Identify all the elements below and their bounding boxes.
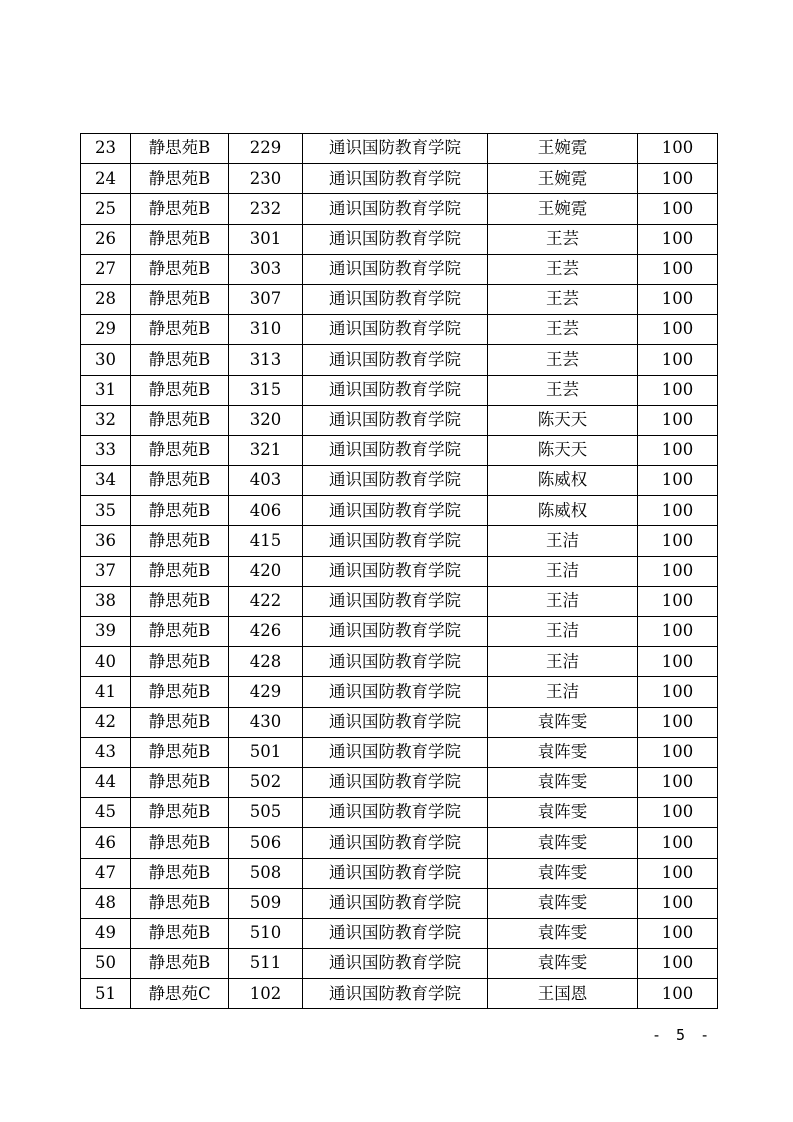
table-row — [81, 586, 718, 616]
cell-building: 静思苑B — [131, 767, 229, 797]
table-row — [81, 345, 718, 375]
cell-counselor: 袁阵雯 — [488, 949, 638, 979]
cell-score: 100 — [638, 556, 718, 586]
cell-room: 303 — [229, 254, 303, 284]
cell-number: 31 — [81, 375, 131, 405]
table-row — [81, 828, 718, 858]
cell-college: 通识国防教育学院 — [303, 858, 488, 888]
cell-number: 33 — [81, 435, 131, 465]
cell-college: 通识国防教育学院 — [303, 828, 488, 858]
cell-number: 32 — [81, 405, 131, 435]
cell-room: 102 — [229, 979, 303, 1009]
cell-number: 41 — [81, 677, 131, 707]
cell-number: 25 — [81, 194, 131, 224]
cell-counselor: 王芸 — [488, 254, 638, 284]
cell-building: 静思苑B — [131, 194, 229, 224]
cell-score: 100 — [638, 858, 718, 888]
cell-room: 422 — [229, 586, 303, 616]
cell-college: 通识国防教育学院 — [303, 798, 488, 828]
cell-counselor: 袁阵雯 — [488, 828, 638, 858]
cell-college: 通识国防教育学院 — [303, 647, 488, 677]
table-row — [81, 767, 718, 797]
cell-score: 100 — [638, 284, 718, 314]
table-row — [81, 375, 718, 405]
cell-counselor: 王国恩 — [488, 979, 638, 1009]
cell-counselor: 陈天天 — [488, 435, 638, 465]
cell-score: 100 — [638, 375, 718, 405]
table-row — [81, 798, 718, 828]
cell-college: 通识国防教育学院 — [303, 405, 488, 435]
cell-counselor: 王芸 — [488, 345, 638, 375]
cell-college: 通识国防教育学院 — [303, 526, 488, 556]
cell-building: 静思苑B — [131, 858, 229, 888]
cell-building: 静思苑B — [131, 375, 229, 405]
cell-building: 静思苑B — [131, 526, 229, 556]
table-row — [81, 134, 718, 164]
cell-college: 通识国防教育学院 — [303, 375, 488, 405]
cell-college: 通识国防教育学院 — [303, 435, 488, 465]
cell-room: 501 — [229, 737, 303, 767]
cell-score: 100 — [638, 435, 718, 465]
cell-number: 26 — [81, 224, 131, 254]
cell-score: 100 — [638, 526, 718, 556]
cell-score: 100 — [638, 979, 718, 1009]
cell-room: 406 — [229, 496, 303, 526]
table-row — [81, 405, 718, 435]
cell-building: 静思苑B — [131, 918, 229, 948]
table-row — [81, 918, 718, 948]
cell-room: 426 — [229, 617, 303, 647]
cell-room: 511 — [229, 949, 303, 979]
cell-college: 通识国防教育学院 — [303, 586, 488, 616]
cell-counselor: 王婉霓 — [488, 134, 638, 164]
table-row — [81, 284, 718, 314]
cell-score: 100 — [638, 617, 718, 647]
cell-building: 静思苑B — [131, 617, 229, 647]
cell-room: 229 — [229, 134, 303, 164]
cell-score: 100 — [638, 345, 718, 375]
cell-number: 34 — [81, 466, 131, 496]
table-row — [81, 707, 718, 737]
cell-score: 100 — [638, 224, 718, 254]
table-row — [81, 435, 718, 465]
cell-room: 310 — [229, 315, 303, 345]
cell-score: 100 — [638, 466, 718, 496]
cell-room: 509 — [229, 888, 303, 918]
cell-counselor: 袁阵雯 — [488, 707, 638, 737]
cell-room: 430 — [229, 707, 303, 737]
table-row — [81, 164, 718, 194]
cell-score: 100 — [638, 737, 718, 767]
cell-score: 100 — [638, 677, 718, 707]
cell-building: 静思苑B — [131, 496, 229, 526]
cell-counselor: 王芸 — [488, 284, 638, 314]
cell-score: 100 — [638, 798, 718, 828]
cell-building: 静思苑B — [131, 798, 229, 828]
cell-score: 100 — [638, 767, 718, 797]
cell-number: 42 — [81, 707, 131, 737]
cell-counselor: 王婉霓 — [488, 194, 638, 224]
cell-building: 静思苑B — [131, 556, 229, 586]
cell-counselor: 王芸 — [488, 315, 638, 345]
cell-score: 100 — [638, 888, 718, 918]
cell-score: 100 — [638, 254, 718, 284]
cell-score: 100 — [638, 405, 718, 435]
cell-building: 静思苑B — [131, 405, 229, 435]
cell-score: 100 — [638, 828, 718, 858]
cell-room: 307 — [229, 284, 303, 314]
cell-room: 505 — [229, 798, 303, 828]
dormitory-score-table — [80, 133, 718, 1009]
table-row — [81, 526, 718, 556]
table-row — [81, 949, 718, 979]
table-row — [81, 194, 718, 224]
cell-room: 315 — [229, 375, 303, 405]
cell-room: 230 — [229, 164, 303, 194]
cell-college: 通识国防教育学院 — [303, 677, 488, 707]
cell-counselor: 陈天天 — [488, 405, 638, 435]
cell-score: 100 — [638, 315, 718, 345]
cell-room: 415 — [229, 526, 303, 556]
cell-number: 45 — [81, 798, 131, 828]
cell-number: 30 — [81, 345, 131, 375]
cell-college: 通识国防教育学院 — [303, 164, 488, 194]
table-row — [81, 677, 718, 707]
cell-counselor: 王洁 — [488, 647, 638, 677]
cell-college: 通识国防教育学院 — [303, 949, 488, 979]
cell-number: 44 — [81, 767, 131, 797]
cell-college: 通识国防教育学院 — [303, 345, 488, 375]
table-row — [81, 466, 718, 496]
cell-building: 静思苑B — [131, 586, 229, 616]
cell-building: 静思苑B — [131, 949, 229, 979]
cell-room: 320 — [229, 405, 303, 435]
cell-score: 100 — [638, 918, 718, 948]
cell-number: 51 — [81, 979, 131, 1009]
table-row — [81, 647, 718, 677]
cell-college: 通识国防教育学院 — [303, 556, 488, 586]
cell-building: 静思苑B — [131, 284, 229, 314]
table-row — [81, 737, 718, 767]
cell-counselor: 王洁 — [488, 586, 638, 616]
cell-room: 428 — [229, 647, 303, 677]
page-number: - 5 - — [652, 1026, 713, 1044]
cell-building: 静思苑B — [131, 828, 229, 858]
cell-number: 40 — [81, 647, 131, 677]
cell-counselor: 王洁 — [488, 617, 638, 647]
cell-number: 38 — [81, 586, 131, 616]
cell-room: 403 — [229, 466, 303, 496]
cell-counselor: 袁阵雯 — [488, 798, 638, 828]
table-row — [81, 496, 718, 526]
cell-college: 通识国防教育学院 — [303, 315, 488, 345]
cell-building: 静思苑B — [131, 707, 229, 737]
cell-college: 通识国防教育学院 — [303, 918, 488, 948]
table-row — [81, 315, 718, 345]
cell-number: 49 — [81, 918, 131, 948]
cell-room: 232 — [229, 194, 303, 224]
cell-college: 通识国防教育学院 — [303, 194, 488, 224]
cell-number: 48 — [81, 888, 131, 918]
cell-building: 静思苑B — [131, 224, 229, 254]
cell-number: 50 — [81, 949, 131, 979]
cell-counselor: 王芸 — [488, 375, 638, 405]
table-row — [81, 224, 718, 254]
cell-room: 510 — [229, 918, 303, 948]
cell-number: 37 — [81, 556, 131, 586]
table-row — [81, 888, 718, 918]
cell-college: 通识国防教育学院 — [303, 979, 488, 1009]
cell-room: 506 — [229, 828, 303, 858]
cell-number: 39 — [81, 617, 131, 647]
cell-number: 23 — [81, 134, 131, 164]
cell-room: 502 — [229, 767, 303, 797]
cell-number: 36 — [81, 526, 131, 556]
table-row — [81, 979, 718, 1009]
cell-building: 静思苑B — [131, 435, 229, 465]
cell-score: 100 — [638, 647, 718, 677]
cell-building: 静思苑B — [131, 315, 229, 345]
cell-number: 28 — [81, 284, 131, 314]
cell-room: 313 — [229, 345, 303, 375]
cell-college: 通识国防教育学院 — [303, 888, 488, 918]
table-row — [81, 254, 718, 284]
cell-score: 100 — [638, 164, 718, 194]
cell-number: 35 — [81, 496, 131, 526]
cell-counselor: 王洁 — [488, 556, 638, 586]
cell-college: 通识国防教育学院 — [303, 737, 488, 767]
cell-college: 通识国防教育学院 — [303, 224, 488, 254]
cell-college: 通识国防教育学院 — [303, 466, 488, 496]
cell-counselor: 袁阵雯 — [488, 858, 638, 888]
cell-college: 通识国防教育学院 — [303, 496, 488, 526]
cell-building: 静思苑B — [131, 888, 229, 918]
cell-building: 静思苑B — [131, 466, 229, 496]
cell-number: 27 — [81, 254, 131, 284]
cell-score: 100 — [638, 707, 718, 737]
cell-counselor: 陈威权 — [488, 466, 638, 496]
cell-score: 100 — [638, 194, 718, 224]
table-row — [81, 858, 718, 888]
cell-room: 429 — [229, 677, 303, 707]
cell-counselor: 陈威权 — [488, 496, 638, 526]
cell-score: 100 — [638, 586, 718, 616]
table-row — [81, 617, 718, 647]
cell-building: 静思苑B — [131, 164, 229, 194]
cell-room: 508 — [229, 858, 303, 888]
cell-college: 通识国防教育学院 — [303, 284, 488, 314]
cell-building: 静思苑C — [131, 979, 229, 1009]
cell-college: 通识国防教育学院 — [303, 254, 488, 284]
cell-building: 静思苑B — [131, 254, 229, 284]
cell-counselor: 王洁 — [488, 677, 638, 707]
cell-room: 301 — [229, 224, 303, 254]
cell-building: 静思苑B — [131, 737, 229, 767]
table-row — [81, 556, 718, 586]
cell-college: 通识国防教育学院 — [303, 134, 488, 164]
cell-counselor: 王洁 — [488, 526, 638, 556]
cell-number: 24 — [81, 164, 131, 194]
cell-score: 100 — [638, 949, 718, 979]
cell-counselor: 王芸 — [488, 224, 638, 254]
cell-number: 47 — [81, 858, 131, 888]
cell-score: 100 — [638, 134, 718, 164]
cell-building: 静思苑B — [131, 345, 229, 375]
cell-building: 静思苑B — [131, 677, 229, 707]
cell-number: 43 — [81, 737, 131, 767]
cell-building: 静思苑B — [131, 647, 229, 677]
cell-counselor: 袁阵雯 — [488, 888, 638, 918]
cell-room: 321 — [229, 435, 303, 465]
table-body — [81, 134, 718, 1009]
cell-college: 通识国防教育学院 — [303, 617, 488, 647]
cell-counselor: 袁阵雯 — [488, 737, 638, 767]
cell-counselor: 袁阵雯 — [488, 767, 638, 797]
cell-room: 420 — [229, 556, 303, 586]
cell-number: 46 — [81, 828, 131, 858]
cell-counselor: 袁阵雯 — [488, 918, 638, 948]
cell-building: 静思苑B — [131, 134, 229, 164]
cell-college: 通识国防教育学院 — [303, 707, 488, 737]
cell-counselor: 王婉霓 — [488, 164, 638, 194]
cell-number: 29 — [81, 315, 131, 345]
cell-score: 100 — [638, 496, 718, 526]
cell-college: 通识国防教育学院 — [303, 767, 488, 797]
